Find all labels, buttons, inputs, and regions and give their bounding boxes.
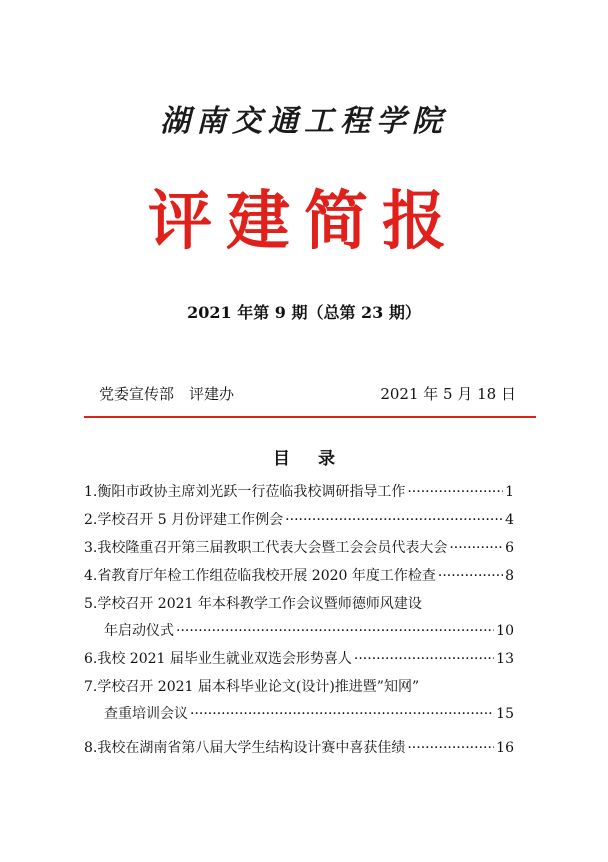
toc-entry-title: 1.衡阳市政协主席刘光跃一行莅临我校调研指导工作 (84, 484, 406, 500)
toc-entry-continuation[interactable] (104, 703, 514, 727)
toc-leader (438, 568, 503, 584)
toc-entry-page: 6 (505, 540, 514, 556)
toc-leader (190, 706, 494, 722)
toc-entry-page: 16 (496, 740, 514, 756)
toc-entry-page: 1 (505, 484, 514, 500)
toc-leader (354, 651, 494, 667)
toc-entry-title: 7.学校召开 2021 届本科毕业论文(设计)推进暨”知网” (84, 679, 420, 695)
toc-entry-title: 2.学校召开 5 月份评建工作例会 (84, 512, 284, 528)
toc-entry-title: 4.省教育厅年检工作组莅临我校开展 2020 年度工作检查 (84, 568, 436, 584)
bulletin-title: 评建简报 (148, 184, 460, 259)
issuing-department: 党委宣传部 评建办 (99, 385, 235, 403)
toc-entry[interactable] (84, 593, 514, 617)
toc-entry-title: 3.我校隆重召开第三届教职工代表大会暨工会会员代表大会 (84, 540, 448, 556)
toc-entry[interactable] (84, 509, 514, 533)
toc-leader (449, 540, 503, 556)
school-name: 湖南交通工程学院 (160, 104, 448, 139)
toc-entry-title-cont: 年启动仪式 (104, 623, 174, 639)
toc-leader (407, 740, 494, 756)
toc-entry[interactable] (84, 737, 514, 761)
toc-entry[interactable] (84, 676, 514, 700)
toc-leader (176, 623, 494, 639)
red-divider (84, 416, 536, 418)
issue-date: 2021 年 5 月 18 日 (380, 385, 516, 403)
toc-entry-title: 5.学校召开 2021 年本科教学工作会议暨师德师风建设 (84, 596, 422, 612)
toc-entry-page: 10 (496, 623, 514, 639)
toc-leader (407, 484, 503, 500)
toc-entry[interactable] (84, 565, 514, 589)
issue-number: 2021 年第 9 期（总第 23 期） (187, 303, 421, 322)
toc-entry-title-cont: 查重培训会议 (104, 706, 188, 722)
toc-entry-page: 13 (496, 651, 514, 667)
toc-entry-title: 6.我校 2021 届毕业生就业双选会形势喜人 (84, 651, 352, 667)
toc-entry-title: 8.我校在湖南省第八届大学生结构设计赛中喜获佳绩 (84, 740, 406, 756)
toc-entry[interactable] (84, 648, 514, 672)
toc-leader (285, 512, 503, 528)
toc-entry[interactable] (84, 481, 514, 505)
toc-entry-continuation[interactable] (104, 620, 514, 644)
toc-title: 目录 (273, 449, 363, 469)
toc-entry-page: 15 (496, 706, 514, 722)
toc-entry-page: 4 (505, 512, 514, 528)
toc-entry-page: 8 (505, 568, 514, 584)
toc-entry[interactable] (84, 537, 514, 561)
